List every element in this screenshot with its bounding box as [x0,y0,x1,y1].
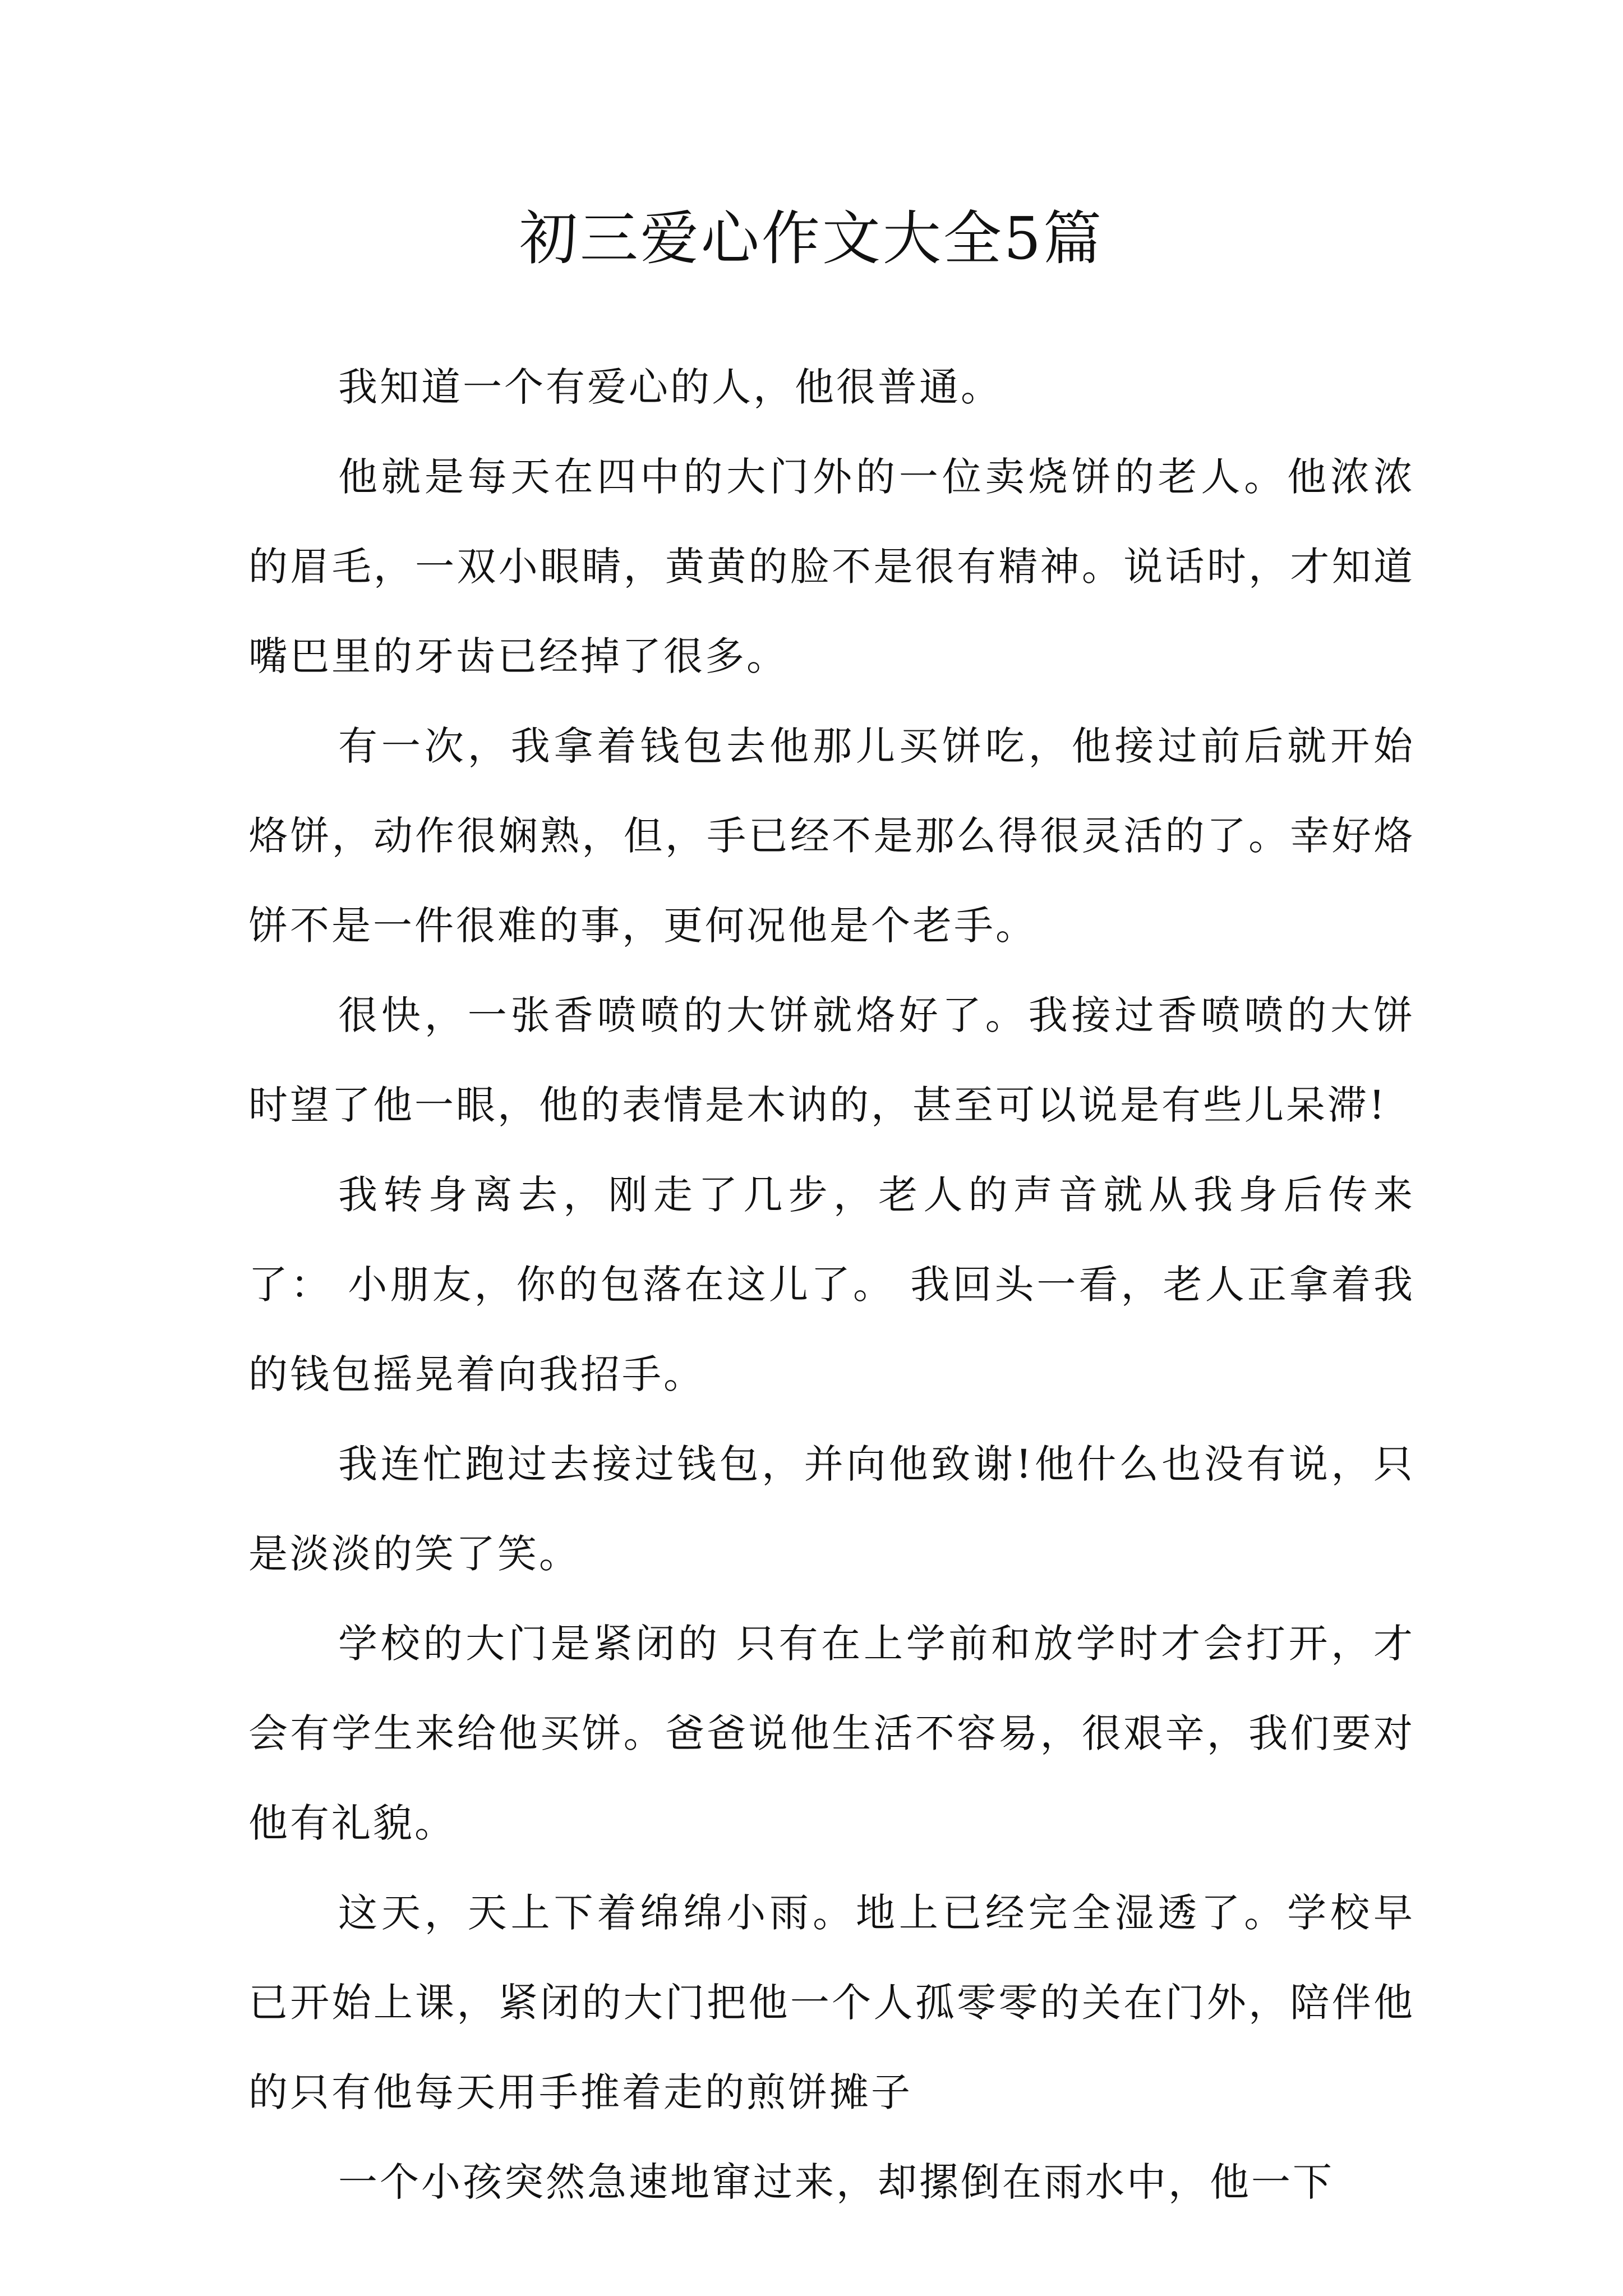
paragraph: 我转身离去，刚走了几步，老人的声音就从我身后传来了： 小朋友，你的包落在这儿了。 我回头一看，老人正拿着我的钱包摇晃着向我招手。 [248,1172,1415,1397]
paragraph: 我连忙跑过去接过钱包，并向他致谢!他什么也没有说，只是淡淡的笑了笑。 [248,1441,1415,1577]
document-body [248,342,1415,2227]
paragraph: 学校的大门是紧闭的 只有在上学前和放学时才会打开，才会有学生来给他买饼。爸爸说他生活不容易，很艰辛，我们要对他有礼貌。 [248,1621,1415,1846]
document-title: 初三爱心作文大全5篇 [519,204,1104,273]
paragraph: 有一次，我拿着钱包去他那儿买饼吃，他接过前后就开始烙饼，动作很娴熟，但，手已经不是那么得很灵活的了。幸好烙饼不是一件很难的事，更何况他是个老手。 [248,723,1415,949]
paragraph: 很快，一张香喷喷的大饼就烙好了。我接过香喷喷的大饼时望了他一眼，他的表情是木讷的，甚至可以说是有些儿呆滞! [248,992,1415,1128]
paragraph: 他就是每天在四中的大门外的一位卖烧饼的老人。他浓浓的眉毛，一双小眼睛，黄黄的脸不是很有精神。说话时，才知道嘴巴里的牙齿已经掉了很多。 [248,454,1415,679]
paragraph: 我知道一个有爱心的人，他很普通。 [338,364,1002,410]
paragraph: 一个小孩突然急速地窜过来，却摞倒在雨水中，他一下 [338,2159,1334,2205]
paragraph: 这天，天上下着绵绵小雨。地上已经完全湿透了。学校早已开始上课，紧闭的大门把他一个人孤零零的关在门外，陪伴他的只有他每天用手推着走的煎饼摊子 [248,1890,1415,2115]
